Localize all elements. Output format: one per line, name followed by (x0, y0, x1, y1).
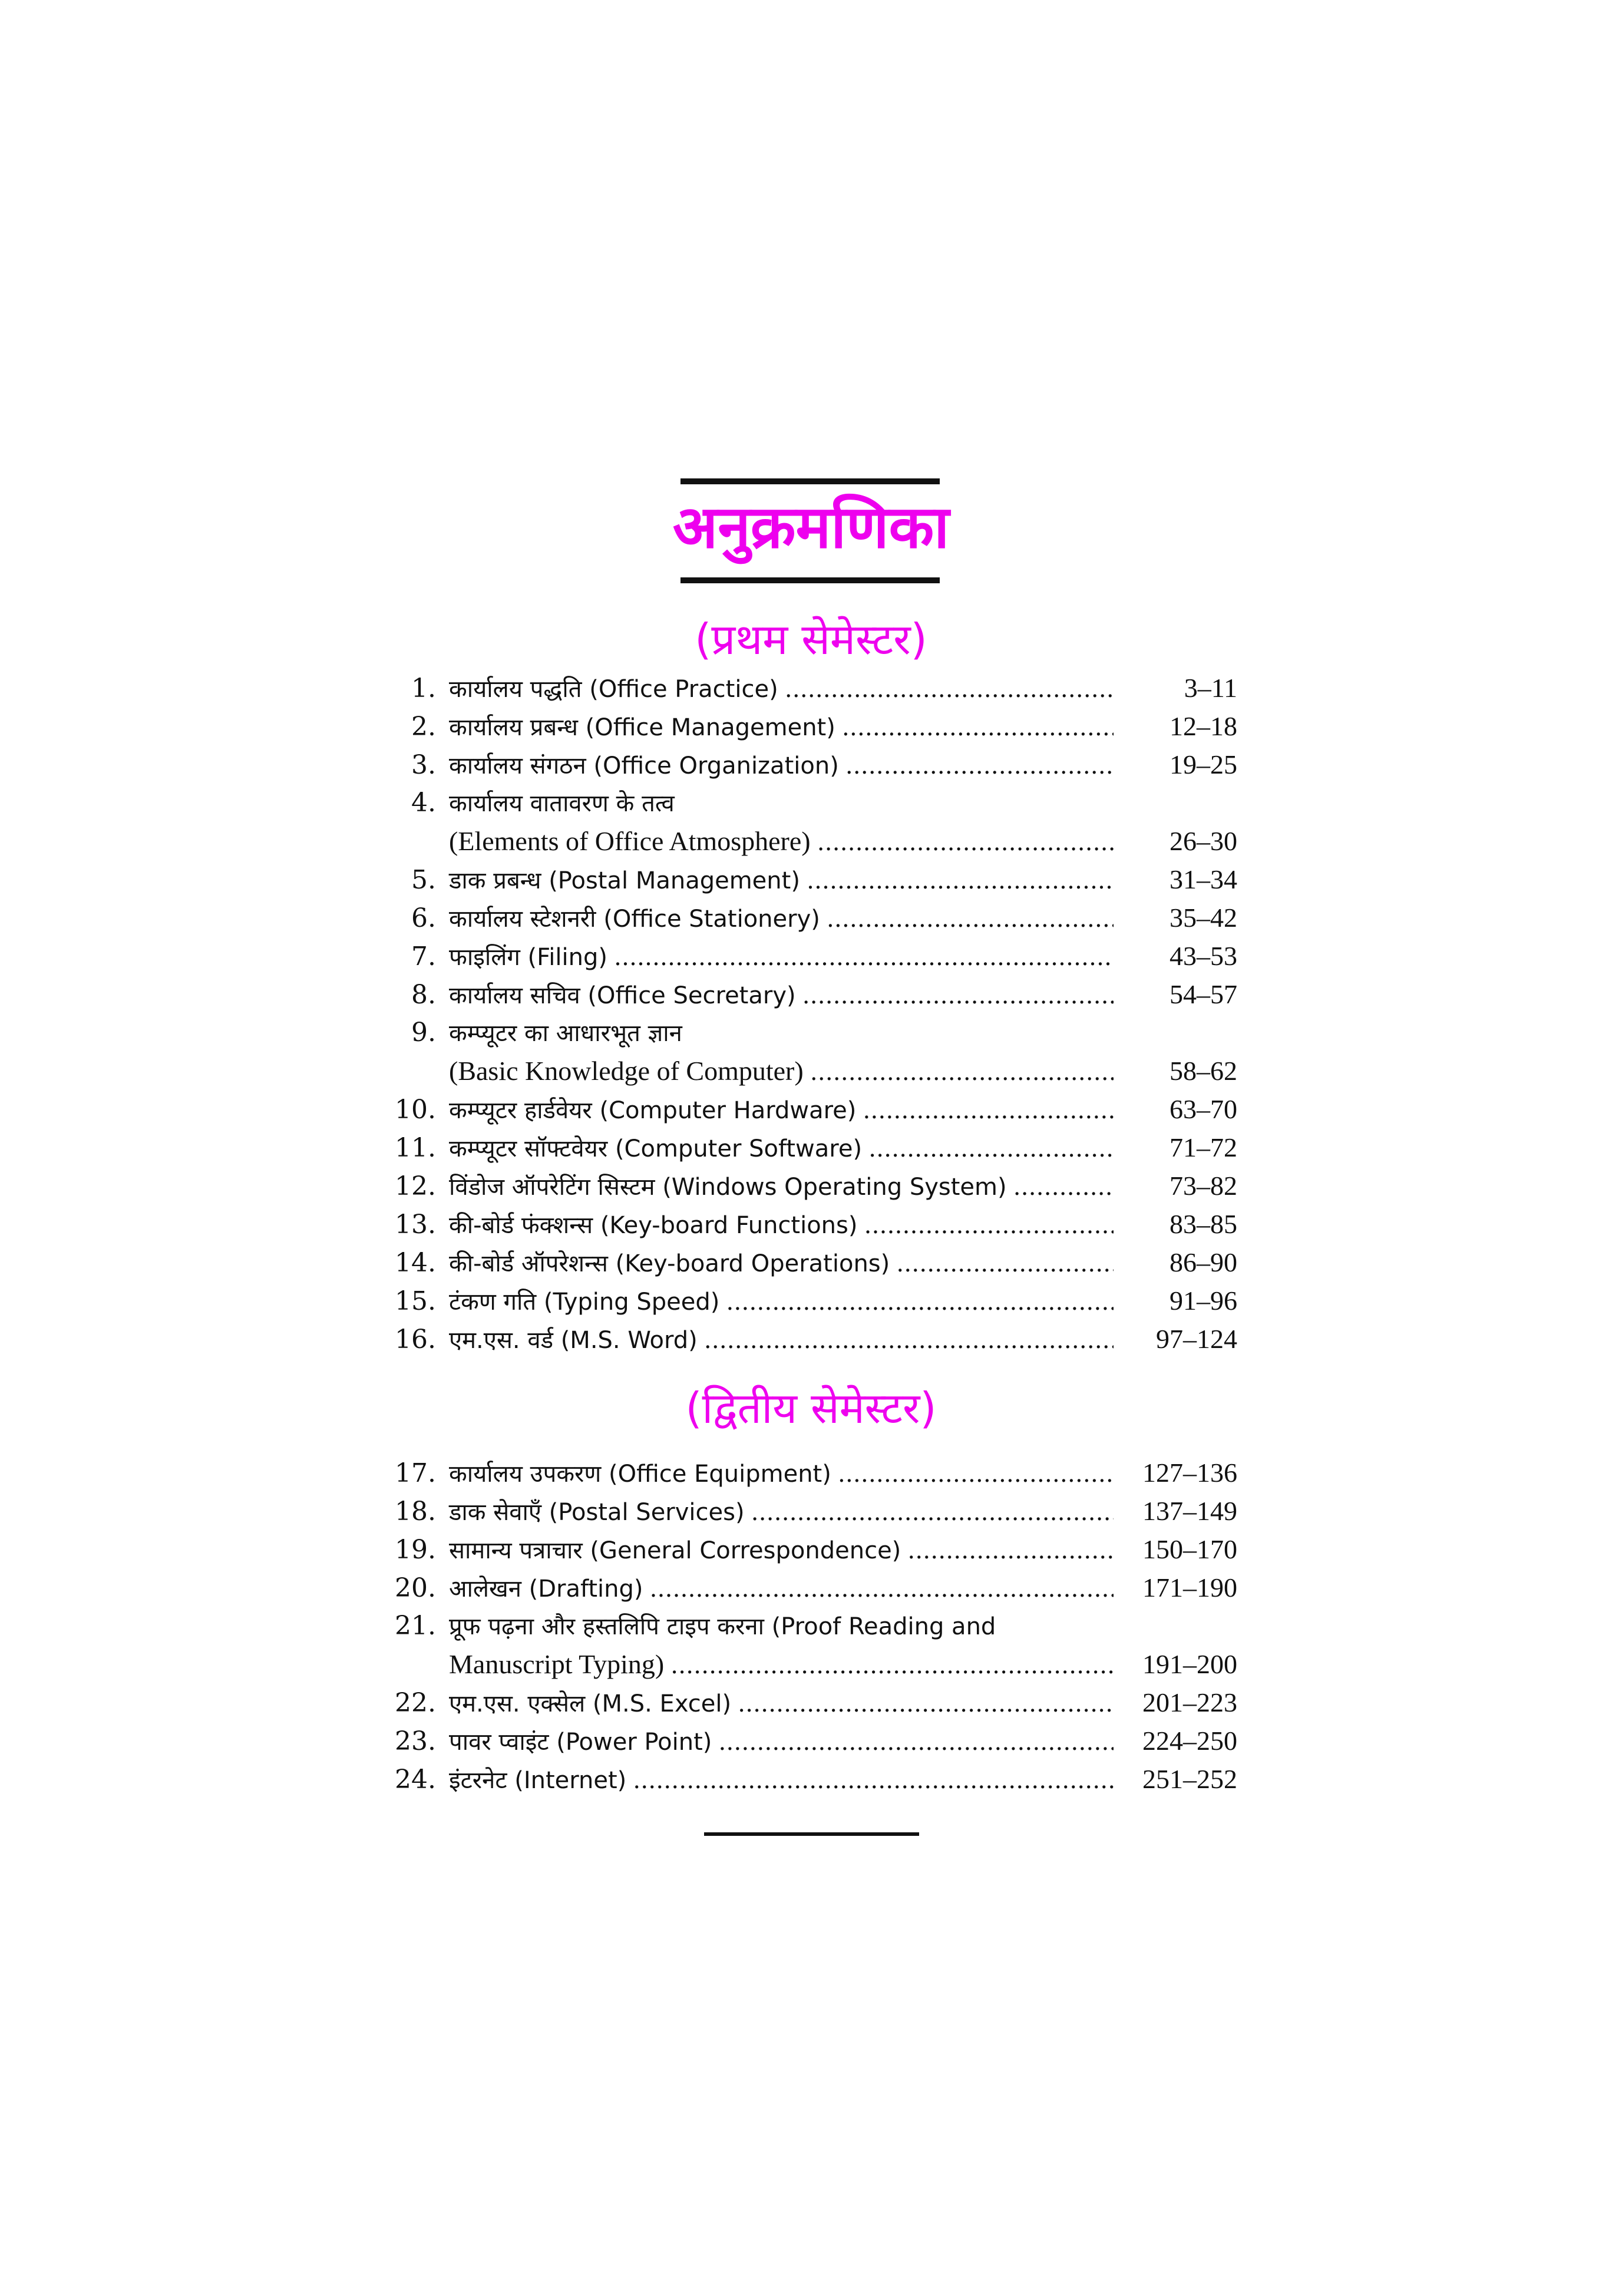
toc-entry (383, 1281, 1237, 1320)
toc-entry-pages: 58–62 (1170, 1056, 1237, 1086)
toc-entry-title: इंटरनेट (Internet) (449, 1767, 627, 1794)
page-title: अनुक्रमणिका (672, 493, 950, 561)
toc-entry-title: एम.एस. वर्ड (M.S. Word) (449, 1327, 698, 1354)
toc-entry-pages: 150–170 (1142, 1534, 1237, 1564)
toc-entry-number: 5. (411, 865, 436, 895)
toc-entry-pages: 86–90 (1170, 1247, 1237, 1277)
toc-entry-pages: 91–96 (1170, 1286, 1237, 1316)
toc-entry (383, 1052, 1237, 1090)
toc-entry (383, 1320, 1237, 1358)
toc-entry-title: टंकण गति (Typing Speed) (449, 1289, 720, 1316)
toc-entry-title: Manuscript Typing) (449, 1649, 665, 1679)
toc-entry-title: सामान्य पत्राचार (General Correspondence) (449, 1537, 901, 1564)
toc-entry-pages: 201–223 (1142, 1687, 1237, 1717)
toc-entry-title: पावर प्वाइंट (Power Point) (449, 1729, 712, 1756)
toc-entry (383, 1492, 1237, 1530)
toc-entry (383, 1607, 1237, 1645)
toc-entry (383, 1243, 1237, 1281)
toc-entry-number: 1. (411, 673, 436, 703)
toc-entry (383, 1013, 1237, 1052)
toc-entry-number: 12. (395, 1171, 436, 1201)
toc-leader-dots (818, 822, 1114, 861)
toc-leader-dots (838, 1454, 1114, 1492)
toc-entry-title: कार्यालय संगठन (Office Organization) (449, 752, 839, 779)
toc-entry-number: 20. (395, 1573, 436, 1603)
bottom-rule (704, 1832, 919, 1836)
toc-entry-title: कार्यालय वातावरण के तत्व (449, 790, 675, 817)
toc-entry-pages: 171–190 (1142, 1572, 1237, 1603)
toc-entry-number: 24. (395, 1765, 436, 1795)
toc-entry (383, 1530, 1237, 1568)
toc-entry-pages: 71–72 (1170, 1132, 1237, 1162)
toc-entry (383, 1683, 1237, 1722)
toc-entry-number: 15. (395, 1286, 436, 1316)
toc-entry (383, 1722, 1237, 1760)
toc-entry (383, 745, 1237, 784)
toc-entry-number: 6. (411, 903, 436, 933)
toc-leader-dots (897, 1244, 1114, 1282)
title-bottom-rule (680, 577, 940, 583)
toc-entry-number: 2. (411, 712, 436, 742)
toc-entry-title: डाक सेवाएँ (Postal Services) (449, 1499, 745, 1526)
toc-entry-title: कार्यालय पद्धति (Office Practice) (449, 676, 778, 703)
toc-entry-number: 22. (395, 1688, 436, 1718)
toc-entry (383, 937, 1237, 975)
toc-entry-pages: 35–42 (1170, 903, 1237, 933)
toc-entry-pages: 63–70 (1170, 1094, 1237, 1124)
toc-entry (383, 898, 1237, 937)
toc-entry (383, 1760, 1237, 1798)
toc-entry-title: कार्यालय प्रबन्ध (Office Management) (449, 714, 835, 741)
toc-leader-dots (615, 937, 1114, 976)
toc-entry-pages: 97–124 (1156, 1324, 1237, 1354)
toc-entry-title: एम.एस. एक्सेल (M.S. Excel) (449, 1690, 732, 1717)
toc-entry-number: 17. (395, 1458, 436, 1488)
toc-leader-dots (752, 1492, 1114, 1531)
toc-entry-number: 18. (395, 1496, 436, 1527)
toc-entry (383, 975, 1237, 1013)
toc-entry-pages: 83–85 (1170, 1209, 1237, 1239)
title-top-rule (680, 478, 940, 484)
toc-entry-title: विंडोज ऑपरेटिंग सिस्टम (Windows Operating System) (449, 1174, 1007, 1201)
toc-entry-pages: 43–53 (1170, 941, 1237, 971)
semester1-toc (383, 669, 1237, 1358)
toc-entry-title: कम्प्यूटर हार्डवेयर (Computer Hardware) (449, 1097, 857, 1124)
toc-entry-number: 13. (395, 1210, 436, 1240)
toc-leader-dots (863, 1091, 1114, 1129)
toc-entry-pages: 31–34 (1170, 864, 1237, 894)
toc-entry-number: 3. (411, 750, 436, 780)
toc-entry-number: 23. (395, 1726, 436, 1756)
toc-entry (383, 1167, 1237, 1205)
toc-entry-number: 14. (395, 1248, 436, 1278)
toc-entry-title: (Elements of Office Atmosphere) (449, 826, 811, 856)
toc-leader-dots (811, 1052, 1114, 1091)
toc-leader-dots (1014, 1167, 1114, 1205)
toc-leader-dots (633, 1760, 1114, 1799)
toc-leader-dots (843, 708, 1114, 746)
toc-entry (383, 1453, 1237, 1492)
toc-entry-number: 9. (411, 1017, 436, 1048)
toc-leader-dots (846, 746, 1114, 784)
toc-entry-title: आलेखन (Drafting) (449, 1575, 643, 1603)
toc-entry (383, 1645, 1237, 1683)
semester2-heading: (द्वितीय सेमेस्टर) (685, 1383, 937, 1433)
toc-entry-pages: 127–136 (1142, 1458, 1237, 1488)
toc-entry (383, 1090, 1237, 1128)
toc-entry (383, 669, 1237, 707)
toc-entry-title: कार्यालय उपकरण (Office Equipment) (449, 1461, 831, 1488)
toc-entry-number: 4. (411, 788, 436, 818)
toc-entry-title: (Basic Knowledge of Computer) (449, 1056, 804, 1086)
toc-entry-title: की-बोर्ड फंक्शन्स (Key-board Functions) (449, 1212, 858, 1239)
toc-entry (383, 822, 1237, 860)
toc-entry-pages: 54–57 (1170, 979, 1237, 1009)
toc-leader-dots (705, 1320, 1114, 1359)
toc-entry-number: 11. (395, 1133, 436, 1163)
toc-entry-title: प्रूफ पढ़ना और हस्तलिपि टाइप करना (Proof Reading and (449, 1613, 996, 1640)
toc-entry-pages: 73–82 (1170, 1171, 1237, 1201)
toc-entry-number: 21. (395, 1611, 436, 1641)
toc-entry-title: कम्प्यूटर सॉफ्टवेयर (Computer Software) (449, 1135, 863, 1162)
toc-leader-dots (869, 1129, 1114, 1167)
toc-leader-dots (785, 669, 1114, 708)
toc-leader-dots (864, 1205, 1114, 1244)
toc-leader-dots (908, 1531, 1114, 1569)
semester2-toc (383, 1453, 1237, 1798)
toc-entry-number: 10. (395, 1095, 436, 1125)
toc-entry (383, 784, 1237, 822)
toc-entry-title: फाइलिंग (Filing) (449, 944, 607, 971)
toc-entry-pages: 137–149 (1142, 1496, 1237, 1526)
toc-entry-pages: 251–252 (1142, 1764, 1237, 1794)
toc-entry-pages: 26–30 (1170, 826, 1237, 856)
toc-entry (383, 1205, 1237, 1243)
toc-entry-number: 16. (395, 1324, 436, 1355)
toc-leader-dots (726, 1282, 1114, 1320)
toc-entry (383, 1128, 1237, 1167)
toc-leader-dots (671, 1646, 1114, 1684)
toc-entry (383, 1568, 1237, 1607)
toc-leader-dots (719, 1722, 1114, 1760)
toc-entry-pages: 12–18 (1170, 711, 1237, 741)
toc-entry-title: कार्यालय स्टेशनरी (Office Stationery) (449, 906, 820, 933)
toc-entry-pages: 19–25 (1170, 749, 1237, 779)
toc-entry-number: 7. (411, 941, 436, 972)
toc-entry-title: डाक प्रबन्ध (Postal Management) (449, 867, 800, 894)
toc-entry-title: कार्यालय सचिव (Office Secretary) (449, 982, 796, 1009)
toc-entry (383, 860, 1237, 898)
toc-entry-number: 19. (395, 1535, 436, 1565)
toc-entry-title: कम्प्यूटर का आधारभूत ज्ञान (449, 1020, 682, 1047)
toc-leader-dots (650, 1569, 1114, 1607)
toc-leader-dots (803, 976, 1114, 1014)
toc-entry-pages: 3–11 (1184, 673, 1237, 703)
toc-leader-dots (807, 861, 1114, 899)
toc-entry (383, 707, 1237, 745)
toc-entry-number: 8. (411, 980, 436, 1010)
semester1-heading: (प्रथम सेमेस्टर) (695, 615, 927, 664)
toc-leader-dots (738, 1684, 1114, 1722)
toc-entry-pages: 191–200 (1142, 1649, 1237, 1679)
toc-entry-title: की-बोर्ड ऑपरेशन्स (Key-board Operations) (449, 1250, 890, 1277)
toc-entry-pages: 224–250 (1142, 1726, 1237, 1756)
toc-leader-dots (827, 899, 1114, 937)
